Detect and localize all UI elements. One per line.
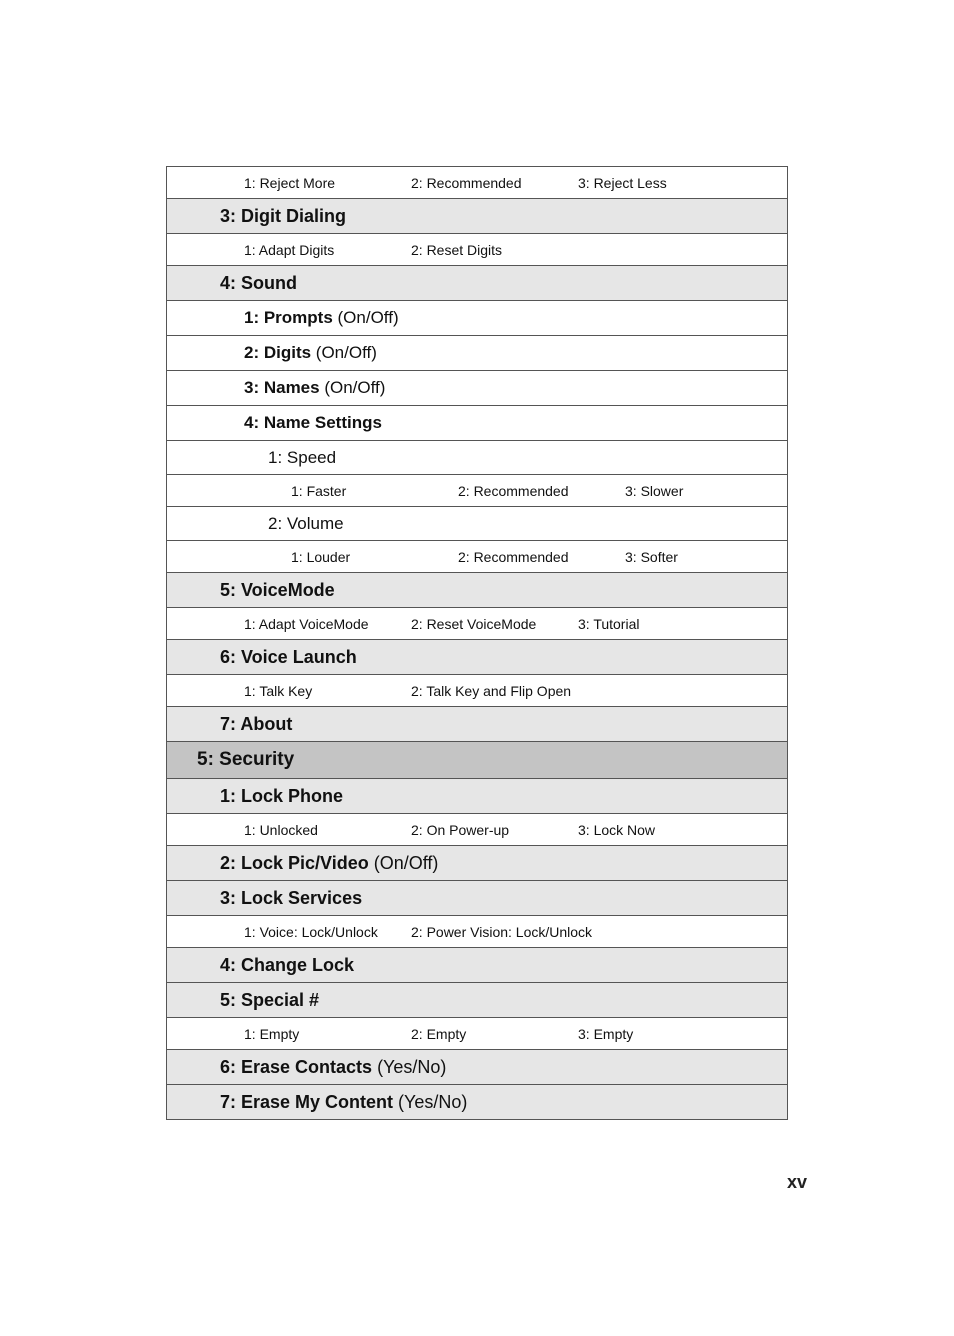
menu-item-label [220,1057,446,1078]
menu-options-row [167,234,787,266]
menu-item-title: 2: Lock Pic/Video [220,852,369,873]
menu-item-row [167,779,787,814]
menu-item-label [220,1092,467,1113]
menu-item-title: 1: Lock Phone [220,785,344,806]
menu-item-row [167,1050,787,1085]
menu-item-label [220,206,346,227]
menu-option: 2: Reset VoiceMode [411,615,537,632]
menu-option: 1: Faster [291,482,347,499]
menu-option: 2: Empty [411,1025,467,1042]
menu-item-row [167,707,787,742]
menu-item-label [220,786,343,807]
menu-item-row [167,371,787,406]
menu-item-values: (On/Off) [319,378,386,397]
menu-option: 1: Talk Key [244,682,313,699]
menu-item-row [167,948,787,983]
menu-option: 1: Adapt VoiceMode [244,615,369,632]
menu-item-values: (On/Off) [332,308,399,327]
menu-item-row [167,983,787,1018]
menu-item-label [220,714,292,735]
menu-item-row [167,742,787,779]
menu-item-title: 5: Security [197,749,295,770]
menu-option: 1: Reject More [244,174,336,191]
menu-item-label [220,647,357,668]
menu-options-row [167,1018,787,1050]
menu-option: 1: Voice: Lock/Unlock [244,923,378,940]
menu-item-label [268,514,344,534]
menu-option: 3: Slower [625,482,684,499]
menu-item-values: (Yes/No) [393,1091,468,1112]
menu-item-label [220,273,297,294]
menu-item-label [244,343,377,363]
menu-item-title: 6: Voice Launch [220,646,357,667]
menu-item-title: 3: Digit Dialing [220,205,346,226]
menu-option: 2: Power Vision: Lock/Unlock [411,923,593,940]
menu-item-title: 1: Prompts [244,308,333,327]
menu-item-label [220,888,362,909]
menu-item-row [167,640,787,675]
menu-item-row [167,266,787,301]
menu-option: 2: Recommended [411,174,522,191]
menu-item-row [167,441,787,475]
menu-item-values: (Yes/No) [372,1056,447,1077]
menu-table [166,166,788,1120]
menu-option: 3: Reject Less [578,174,667,191]
menu-option: 3: Tutorial [578,615,640,632]
menu-option: 1: Adapt Digits [244,241,335,258]
menu-option: 2: Reset Digits [411,241,503,258]
menu-option: 2: Recommended [458,482,569,499]
menu-item-label [268,448,336,468]
menu-item-label [220,990,319,1011]
page-number: xv [787,1172,808,1192]
menu-item-label [244,378,385,398]
menu-item-label [197,749,294,771]
menu-item-row [167,199,787,234]
menu-options-row [167,541,787,573]
menu-option: 1: Empty [244,1025,300,1042]
menu-item-row [167,881,787,916]
menu-option: 1: Louder [291,548,351,565]
menu-item-title: 7: Erase My Content [220,1091,394,1112]
menu-item-values: (On/Off) [368,852,439,873]
menu-item-title: 4: Name Settings [244,413,382,432]
menu-options-row [167,814,787,846]
menu-subitem-title: 1: Speed [268,447,337,467]
menu-options-row [167,167,787,199]
menu-item-row [167,336,787,371]
menu-item-label [244,413,382,433]
menu-option: 3: Lock Now [578,821,656,838]
menu-item-title: 7: About [220,713,293,734]
menu-option: 3: Empty [578,1025,634,1042]
menu-options-row [167,475,787,507]
menu-item-values: (On/Off) [311,343,377,362]
menu-option: 2: Recommended [458,548,569,565]
menu-option: 3: Softer [625,548,678,565]
menu-options-row [167,675,787,707]
menu-item-title: 5: VoiceMode [220,579,335,600]
menu-item-row [167,406,787,441]
menu-item-row [167,507,787,541]
menu-item-title: 3: Lock Services [220,887,363,908]
menu-item-row [167,1085,787,1120]
menu-item-title: 2: Digits [244,343,312,362]
menu-item-row [167,846,787,881]
menu-item-title: 5: Special # [220,989,320,1010]
menu-item-title: 4: Sound [220,272,297,293]
menu-item-label [220,853,438,874]
menu-options-row [167,608,787,640]
menu-option: 1: Unlocked [244,821,318,838]
menu-item-title: 4: Change Lock [220,954,355,975]
menu-item-label [244,308,399,328]
menu-option: 2: On Power-up [411,821,510,838]
menu-item-row [167,573,787,608]
menu-options-row [167,916,787,948]
menu-subitem-title: 2: Volume [268,513,344,533]
menu-item-label [220,955,354,976]
menu-item-row [167,301,787,336]
menu-item-title: 6: Erase Contacts [220,1056,373,1077]
menu-item-label [220,580,335,601]
menu-option: 2: Talk Key and Flip Open [411,682,572,699]
menu-item-title: 3: Names [244,378,320,397]
